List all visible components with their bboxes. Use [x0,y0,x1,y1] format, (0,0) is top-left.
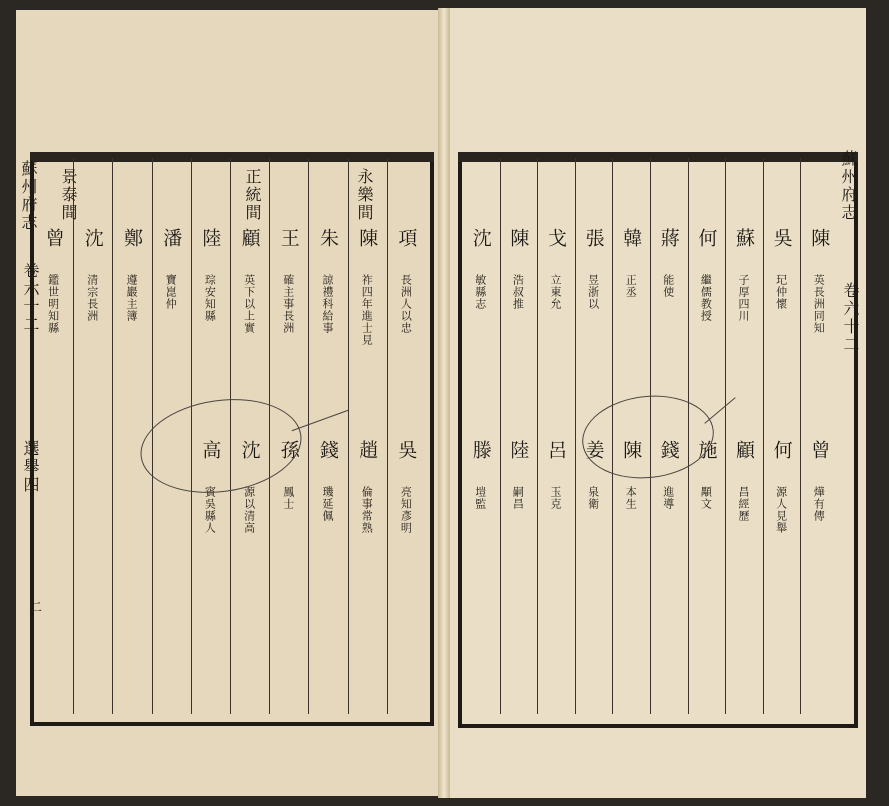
right-entry-note: 英長洲同知 [812,274,826,334]
right-lower-entry-note: 昌經歷 [737,486,750,522]
left-entry-note: 英下以上實 [242,274,256,334]
right-entry-note: 正丞 [624,274,638,298]
right-entry-note: 玘仲懷 [774,274,788,310]
right-lower-entry-note: 本生 [624,486,638,510]
left-lower-entry-note: 賓吳縣人 [203,486,217,534]
left-chapter-label: 卷六十二 [21,262,40,334]
left-entry-name: 項 [395,228,418,251]
left-column-rule [308,158,309,714]
right-column-rule [763,158,764,714]
right-lower-entry-note: 玉克 [549,486,562,510]
left-column-rule [73,158,74,714]
right-lower-entry-name: 陳 [620,440,643,463]
left-lower-entry-note: 亮知彥明 [399,486,413,534]
left-lower-entry-name: 錢 [317,440,339,463]
era-header-zhengtong: 正統間 [243,168,262,222]
right-lower-entry-name: 顧 [733,440,755,463]
left-entry-name: 朱 [317,228,339,251]
left-lower-entry-note: 璣延佩 [321,486,334,522]
right-column-rule [537,158,538,714]
right-lower-entry-name: 陸 [507,440,530,463]
right-lower-entry-note: 嗣昌 [511,486,525,510]
left-running-title: 蘇州府志 [19,160,38,232]
left-folio-number: 二 [26,600,41,613]
left-lower-entry-note: 鳳士 [281,486,295,510]
right-entry-note: 子厚四川 [737,274,750,322]
right-entry-name: 何 [695,228,718,251]
right-lower-entry-name: 錢 [657,440,680,463]
book-gutter [438,8,450,798]
left-lower-entry-name: 趙 [356,440,379,463]
right-column-rule [575,158,576,714]
right-entry-name: 陳 [507,228,530,251]
era-header-yongle: 永樂間 [355,168,374,222]
left-entry-name: 潘 [160,228,183,251]
right-lower-entry-name: 施 [695,440,718,463]
right-entry-note: 繼儒教授 [699,274,713,322]
left-lower-entry-name: 沈 [238,440,261,463]
right-entry-note: 昱浙以 [586,274,600,310]
left-entry-name: 沈 [81,228,104,251]
right-lower-entry-name: 何 [770,440,793,463]
left-entry-note: 遵巖主簿 [125,274,138,322]
left-entry-name: 顧 [238,228,261,251]
left-entry-name: 王 [277,228,300,251]
right-chapter-label: 卷六十二 [841,282,860,354]
right-entry-name: 蔣 [657,228,680,251]
right-column-rule [800,158,801,714]
era-header-jingtai: 景泰間 [59,168,78,222]
right-entry-note: 能使 [661,274,675,298]
right-entry-note: 敏縣志 [473,274,487,310]
right-lower-entry-note: 塏監 [473,486,487,510]
left-entry-note: 寶崑仲 [164,274,178,310]
left-top-band [30,152,434,162]
left-entry-note: 祚四年進士見 [360,274,374,346]
right-lower-entry-note: 燁有傳 [812,486,826,522]
left-entry-note: 鑑世明知縣 [46,274,60,334]
right-entry-name: 陳 [808,228,831,251]
left-entry-note: 諒禮科給事 [321,274,334,334]
left-lower-entry-note: 源以清高 [242,486,256,534]
right-top-band [458,152,858,162]
right-lower-entry-note: 源人見舉 [774,486,788,534]
left-entry-note: 長洲人以忠 [399,274,413,334]
right-entry-note: 浩叔推 [511,274,525,310]
right-lower-entry-name: 滕 [469,440,492,463]
right-column-rule [500,158,501,714]
right-lower-entry-note: 顒文 [699,486,713,510]
left-entry-note: 清宗長洲 [85,274,99,322]
left-column-rule [387,158,388,714]
right-entry-name: 韓 [620,228,643,251]
left-lower-entry-name: 吳 [395,440,418,463]
left-column-rule [348,158,349,714]
left-lower-entry-name: 高 [199,440,222,463]
left-entry-name: 陸 [199,228,222,251]
right-running-title: 蘇州府志 [839,150,858,222]
right-lower-entry-note: 進導 [661,486,675,510]
left-entry-name: 陳 [356,228,379,251]
right-entry-name: 蘇 [733,228,755,251]
left-lower-entry-note: 倫事常熟 [360,486,374,534]
right-lower-entry-note: 泉衛 [586,486,600,510]
right-lower-entry-name: 曾 [808,440,831,463]
left-entry-note: 琮安知縣 [203,274,217,322]
right-entry-name: 吳 [770,228,793,251]
right-column-rule [725,158,726,714]
left-column-rule [112,158,113,714]
right-lower-entry-name: 姜 [582,440,605,463]
left-lower-entry-name: 孫 [277,440,300,463]
left-entry-name: 鄭 [121,228,143,251]
left-entry-note: 確主事長洲 [281,274,295,334]
left-section-label: 選舉四 [21,440,40,494]
right-entry-name: 沈 [469,228,492,251]
left-entry-name: 曾 [42,228,65,251]
right-entry-name: 戈 [545,228,567,251]
right-entry-name: 張 [582,228,605,251]
right-lower-entry-name: 呂 [545,440,567,463]
right-entry-note: 立東允 [549,274,562,310]
